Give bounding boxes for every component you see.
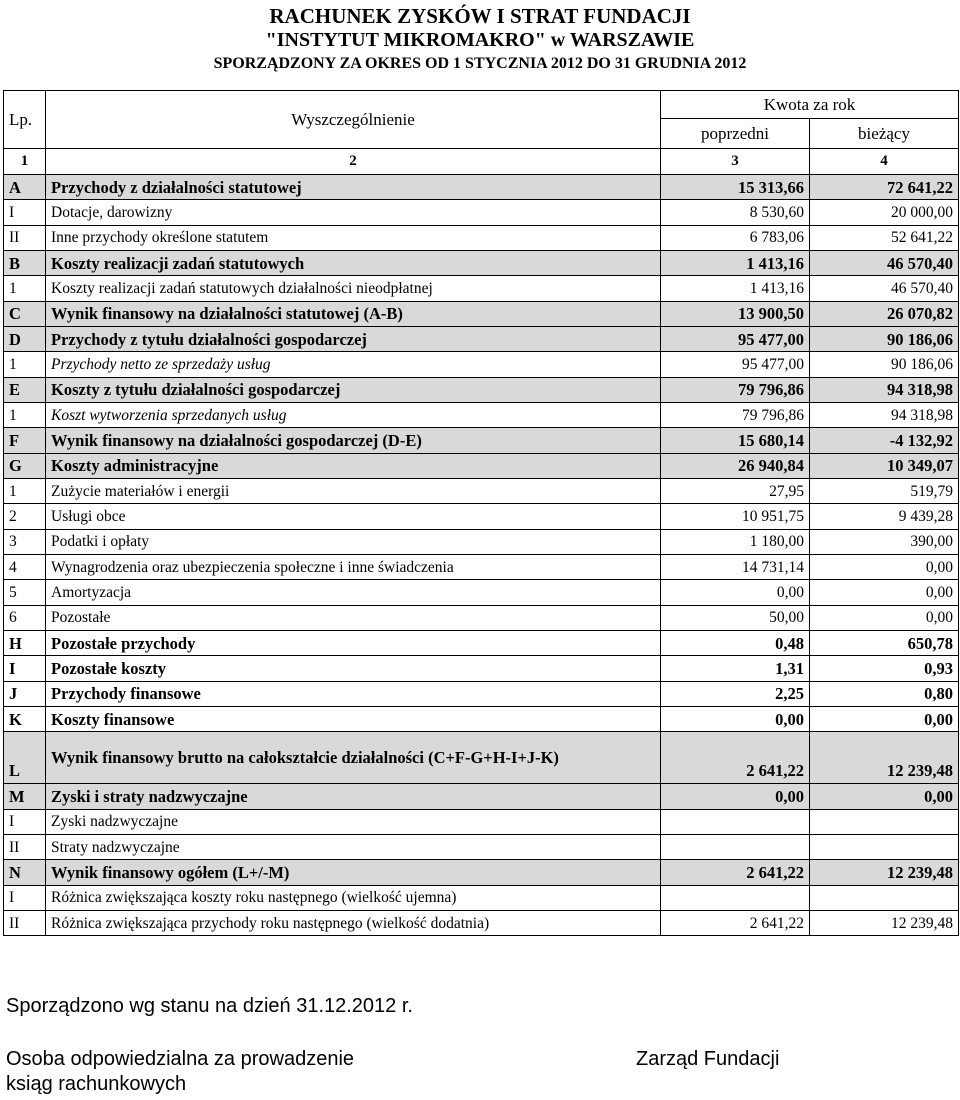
row-current-amount: 46 570,40	[810, 250, 959, 275]
row-previous-amount: 15 313,66	[661, 175, 810, 200]
row-current-amount: 90 186,06	[810, 326, 959, 351]
table-row	[4, 809, 959, 834]
table-row	[4, 656, 959, 681]
row-current-amount: 12 239,48	[810, 732, 959, 784]
title-line-2: "INSTYTUT MIKROMAKRO" w WARSZAWIE	[265, 29, 695, 51]
row-lp: N	[4, 860, 46, 885]
row-previous-amount: 2 641,22	[661, 860, 810, 885]
row-current-amount: 390,00	[810, 529, 959, 554]
table-row	[4, 478, 959, 503]
table-row	[4, 276, 959, 301]
row-description: Amortyzacja	[46, 580, 661, 605]
row-current-amount: 0,00	[810, 706, 959, 731]
profit-loss-table	[3, 90, 959, 936]
row-lp: I	[4, 200, 46, 225]
row-lp: E	[4, 377, 46, 402]
row-description: Zyski nadzwyczajne	[46, 809, 661, 834]
row-description: Usługi obce	[46, 504, 661, 529]
row-description: Pozostałe koszty	[46, 656, 661, 681]
row-lp: A	[4, 175, 46, 200]
row-current-amount: 650,78	[810, 630, 959, 655]
row-description: Straty nadzwyczajne	[46, 834, 661, 859]
report-date-note: Sporządzono wg stanu na dzień 31.12.2012 r.	[6, 995, 413, 1017]
row-current-amount: 94 318,98	[810, 377, 959, 402]
table-row	[4, 630, 959, 655]
row-previous-amount: 1 413,16	[661, 276, 810, 301]
row-previous-amount	[661, 885, 810, 910]
table-row	[4, 428, 959, 453]
row-description: Koszty administracyjne	[46, 453, 661, 478]
row-lp: 4	[4, 554, 46, 579]
row-description: Przychody finansowe	[46, 681, 661, 706]
table-row	[4, 732, 959, 784]
row-lp: C	[4, 301, 46, 326]
table-row	[4, 250, 959, 275]
accountant-label-line-2: ksiąg rachunkowych	[6, 1073, 187, 1095]
row-description: Koszty finansowe	[46, 706, 661, 731]
row-previous-amount: 14 731,14	[661, 554, 810, 579]
row-current-amount: 52 641,22	[810, 225, 959, 250]
title-line-1: RACHUNEK ZYSKÓW I STRAT FUNDACJI	[269, 4, 691, 28]
row-previous-amount: 79 796,86	[661, 402, 810, 427]
row-lp: 1	[4, 276, 46, 301]
row-description: Zyski i straty nadzwyczajne	[46, 784, 661, 809]
row-lp: M	[4, 784, 46, 809]
column-number: 3	[661, 149, 810, 175]
row-previous-amount: 27,95	[661, 478, 810, 503]
row-previous-amount: 0,00	[661, 580, 810, 605]
row-current-amount: 0,00	[810, 605, 959, 630]
row-lp: K	[4, 706, 46, 731]
row-description: Przychody netto ze sprzedaży usług	[46, 352, 661, 377]
row-current-amount: 9 439,28	[810, 504, 959, 529]
row-description: Koszty realizacji zadań statutowych działalności nieodpłatnej	[46, 276, 661, 301]
row-previous-amount: 26 940,84	[661, 453, 810, 478]
row-lp: II	[4, 910, 46, 935]
row-current-amount: 46 570,40	[810, 276, 959, 301]
row-description: Wynik finansowy na działalności statutowej (A-B)	[46, 301, 661, 326]
row-current-amount: 0,80	[810, 681, 959, 706]
table-row	[4, 605, 959, 630]
row-current-amount: 12 239,48	[810, 860, 959, 885]
table-row	[4, 554, 959, 579]
accountant-signature-label	[6, 1047, 354, 1097]
row-description: Różnica zwiększająca koszty roku następnego (wielkość ujemna)	[46, 885, 661, 910]
row-lp: 5	[4, 580, 46, 605]
column-number-row	[4, 149, 959, 175]
header-previous: poprzedni	[661, 119, 810, 149]
table-row	[4, 225, 959, 250]
row-description: Pozostałe	[46, 605, 661, 630]
row-previous-amount: 0,00	[661, 784, 810, 809]
row-current-amount	[810, 834, 959, 859]
row-current-amount	[810, 885, 959, 910]
row-description: Wynik finansowy ogółem (L+/-M)	[46, 860, 661, 885]
row-previous-amount: 15 680,14	[661, 428, 810, 453]
header-amount: Kwota za rok	[661, 91, 959, 119]
accountant-label-line-1: Osoba odpowiedzialna za prowadzenie	[6, 1048, 355, 1070]
row-previous-amount: 1 413,16	[661, 250, 810, 275]
row-description: Koszty realizacji zadań statutowych	[46, 250, 661, 275]
table-row	[4, 301, 959, 326]
table-row	[4, 885, 959, 910]
row-previous-amount: 95 477,00	[661, 352, 810, 377]
row-previous-amount: 0,00	[661, 706, 810, 731]
row-lp: 3	[4, 529, 46, 554]
row-current-amount: 12 239,48	[810, 910, 959, 935]
row-current-amount: 90 186,06	[810, 352, 959, 377]
column-number: 2	[46, 149, 661, 175]
table-row	[4, 529, 959, 554]
row-lp: II	[4, 834, 46, 859]
row-description: Koszty z tytułu działalności gospodarczej	[46, 377, 661, 402]
row-description: Inne przychody określone statutem	[46, 225, 661, 250]
row-previous-amount: 2 641,22	[661, 732, 810, 784]
board-signature-label: Zarząd Fundacji	[636, 1048, 780, 1070]
row-lp: II	[4, 225, 46, 250]
row-description: Pozostałe przychody	[46, 630, 661, 655]
header-current: bieżący	[810, 119, 959, 149]
row-lp: 1	[4, 478, 46, 503]
header-lp: Lp.	[4, 91, 46, 149]
row-current-amount: 0,00	[810, 554, 959, 579]
row-lp: B	[4, 250, 46, 275]
row-previous-amount: 0,48	[661, 630, 810, 655]
row-lp: H	[4, 630, 46, 655]
row-description: Koszt wytworzenia sprzedanych usług	[46, 402, 661, 427]
row-description: Wynik finansowy brutto na całokształcie działalności (C+F-G+H-I+J-K)	[46, 732, 661, 784]
row-current-amount	[810, 809, 959, 834]
table-row	[4, 175, 959, 200]
table-row	[4, 681, 959, 706]
table-row	[4, 910, 959, 935]
row-lp: J	[4, 681, 46, 706]
table-row	[4, 453, 959, 478]
row-description: Zużycie materiałów i energii	[46, 478, 661, 503]
row-lp: 6	[4, 605, 46, 630]
row-previous-amount: 79 796,86	[661, 377, 810, 402]
table-row	[4, 504, 959, 529]
row-current-amount: 26 070,82	[810, 301, 959, 326]
row-previous-amount: 10 951,75	[661, 504, 810, 529]
row-current-amount: 0,93	[810, 656, 959, 681]
row-previous-amount: 2 641,22	[661, 910, 810, 935]
row-description: Przychody z tytułu działalności gospodarczej	[46, 326, 661, 351]
title-line-3: SPORZĄDZONY ZA OKRES OD 1 STYCZNIA 2012 DO 31 GRUDNIA 2012	[213, 55, 747, 72]
row-previous-amount	[661, 834, 810, 859]
row-description: Wynagrodzenia oraz ubezpieczenia społeczne i inne świadczenia	[46, 554, 661, 579]
row-description: Podatki i opłaty	[46, 529, 661, 554]
table-row	[4, 352, 959, 377]
row-lp: 1	[4, 352, 46, 377]
row-lp: L	[4, 732, 46, 784]
row-previous-amount: 8 530,60	[661, 200, 810, 225]
table-row	[4, 402, 959, 427]
report-title	[0, 4, 960, 76]
row-previous-amount: 50,00	[661, 605, 810, 630]
column-number: 1	[4, 149, 46, 175]
row-current-amount: 20 000,00	[810, 200, 959, 225]
row-current-amount: 72 641,22	[810, 175, 959, 200]
row-current-amount: 10 349,07	[810, 453, 959, 478]
row-lp: G	[4, 453, 46, 478]
table-row	[4, 580, 959, 605]
row-current-amount: 94 318,98	[810, 402, 959, 427]
column-number: 4	[810, 149, 959, 175]
row-description: Wynik finansowy na działalności gospodarczej (D-E)	[46, 428, 661, 453]
row-description: Różnica zwiększająca przychody roku następnego (wielkość dodatnia)	[46, 910, 661, 935]
row-lp: I	[4, 809, 46, 834]
header-description: Wyszczególnienie	[46, 91, 661, 149]
table-row	[4, 834, 959, 859]
row-previous-amount: 13 900,50	[661, 301, 810, 326]
row-lp: D	[4, 326, 46, 351]
row-lp: 1	[4, 402, 46, 427]
row-previous-amount: 6 783,06	[661, 225, 810, 250]
header-row	[4, 91, 959, 119]
row-previous-amount	[661, 809, 810, 834]
row-current-amount: 519,79	[810, 478, 959, 503]
row-description: Przychody z działalności statutowej	[46, 175, 661, 200]
row-description: Dotacje, darowizny	[46, 200, 661, 225]
row-lp: I	[4, 656, 46, 681]
row-previous-amount: 95 477,00	[661, 326, 810, 351]
table-row	[4, 784, 959, 809]
row-lp: 2	[4, 504, 46, 529]
table-row	[4, 706, 959, 731]
row-lp: F	[4, 428, 46, 453]
row-lp: I	[4, 885, 46, 910]
row-previous-amount: 1 180,00	[661, 529, 810, 554]
row-current-amount: 0,00	[810, 580, 959, 605]
row-current-amount: -4 132,92	[810, 428, 959, 453]
row-previous-amount: 2,25	[661, 681, 810, 706]
row-current-amount: 0,00	[810, 784, 959, 809]
table-row	[4, 860, 959, 885]
row-previous-amount: 1,31	[661, 656, 810, 681]
table-row	[4, 377, 959, 402]
table-row	[4, 200, 959, 225]
table-row	[4, 326, 959, 351]
